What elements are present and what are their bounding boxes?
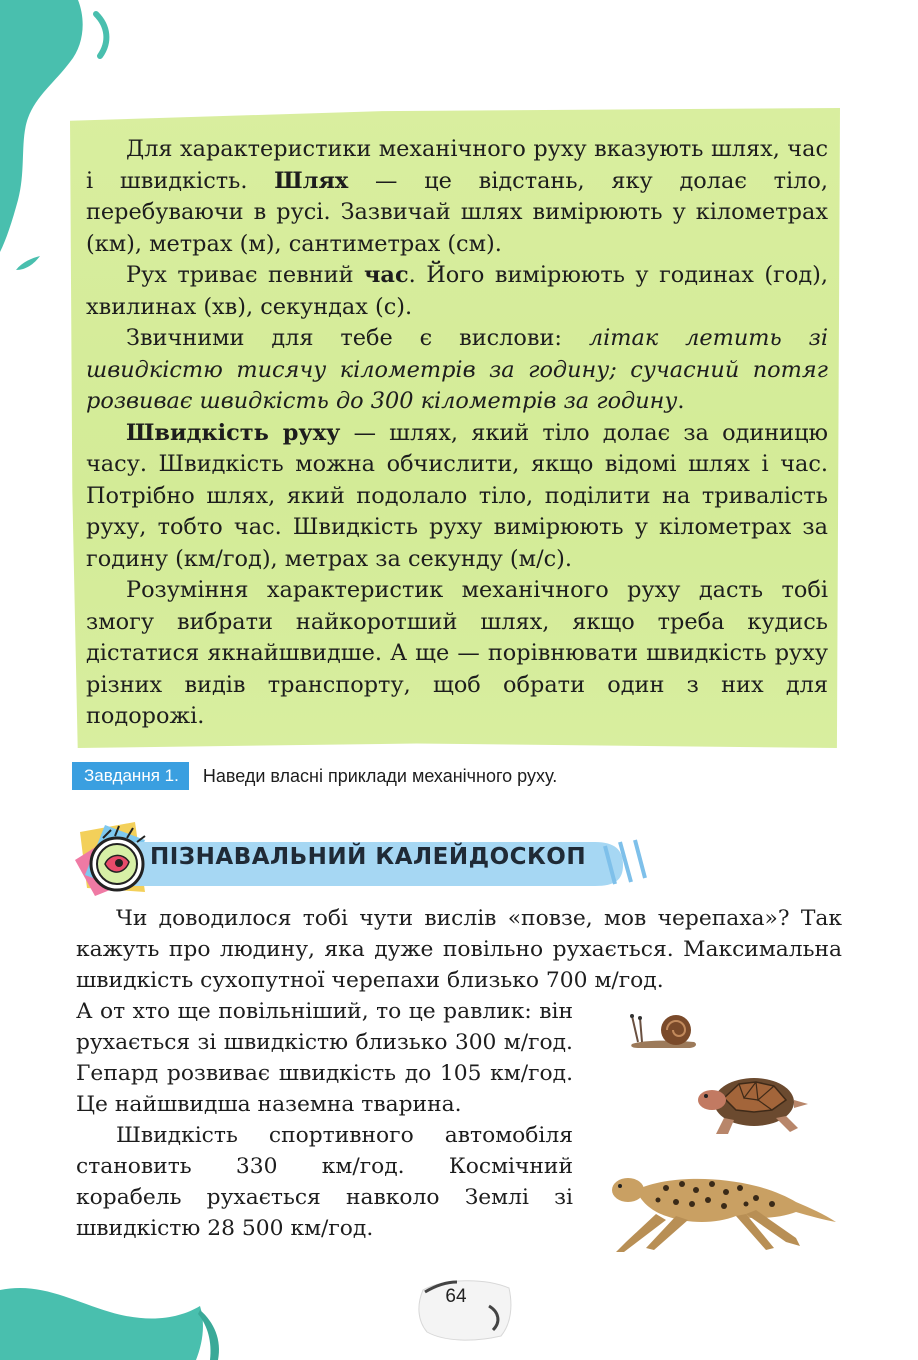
term-path: Шлях — [274, 167, 349, 194]
paragraph-5: Розуміння характеристик механічного руху дасть тобі змогу вибрати найкоротший шлях, якщо треба кудись дістатися якнайшвидше. А ще — порівнювати швидкість руху різних видів транспорту, щоб обрати один з них для подорожі. — [86, 577, 828, 729]
term-time: час — [364, 262, 409, 288]
kaleidoscope-paragraph-1: Чи доводилося тобі чути вислів «повзе, мов черепаха»? Так кажуть про людину, яка дуже повільно рухається. Максимальна швидкість сухопутної черепахи близько 700 м/год. — [76, 906, 842, 993]
paragraph-1: Для характеристики механічного руху вказують шлях, час і швидкість. Шлях — це відстань, яку долає тіло, перебуваючи в русі. Зазвичай шлях вимірюють у кілометрах (км), метрах (м), сантиметрах (см). — [86, 136, 828, 257]
turtle-image — [694, 1070, 812, 1140]
task-text: Наведи власні приклади механічного руху. — [202, 765, 558, 786]
paragraph-2: Рух триває певний час. Його вимірюють у годинах (год), хвилинах (хв), секундах (с). — [86, 262, 828, 320]
kaleidoscope-paragraph-3: Швидкість спортивного автомобіля становить 330 км/год. Космічний корабель рухається навколо Землі зі швидкістю 28 500 км/год. — [76, 1123, 573, 1241]
snail-image — [628, 1004, 704, 1054]
paragraph-3: Звичними для тебе є вислови: літак летить зі швидкістю тисячу кілометрів за годину; сучасний потяг розвиває швидкість до 300 кілометрів за годину. — [86, 325, 829, 414]
section-title: ПІЗНАВАЛЬНИЙ КАЛЕЙДОСКОП — [150, 844, 587, 870]
term-speed: Швидкість руху — [126, 419, 341, 446]
italic-example: літак летить зі швидкістю тисячу кілометрів за годину; сучасний потяг розвиває швидкість до 300 кілометрів за годину — [86, 325, 829, 414]
page-number: 64 — [445, 1286, 467, 1307]
cheetah-image — [596, 1158, 840, 1258]
task-row — [72, 762, 557, 790]
task-badge: Завдання 1. — [72, 762, 189, 790]
paragraph-4: Швидкість руху — шлях, який тіло долає за одиницю часу. Швидкість можна обчислити, якщо відомі шлях і час. Потрібно шлях, який подолало тіло, поділити на тривалість руху, тобто час. Швидкість руху вимірюють у кілометрах за годину (км/год), метрах за секунду (м/с). — [86, 419, 828, 572]
main-text — [86, 134, 828, 733]
kaleidoscope-paragraph-2: А от хто ще повільніший, то це равлик: він рухається зі швидкістю близько 300 м/год. Гепард розвиває швидкість до 105 км/год. Це найшвидша наземна тварина. — [76, 999, 573, 1117]
